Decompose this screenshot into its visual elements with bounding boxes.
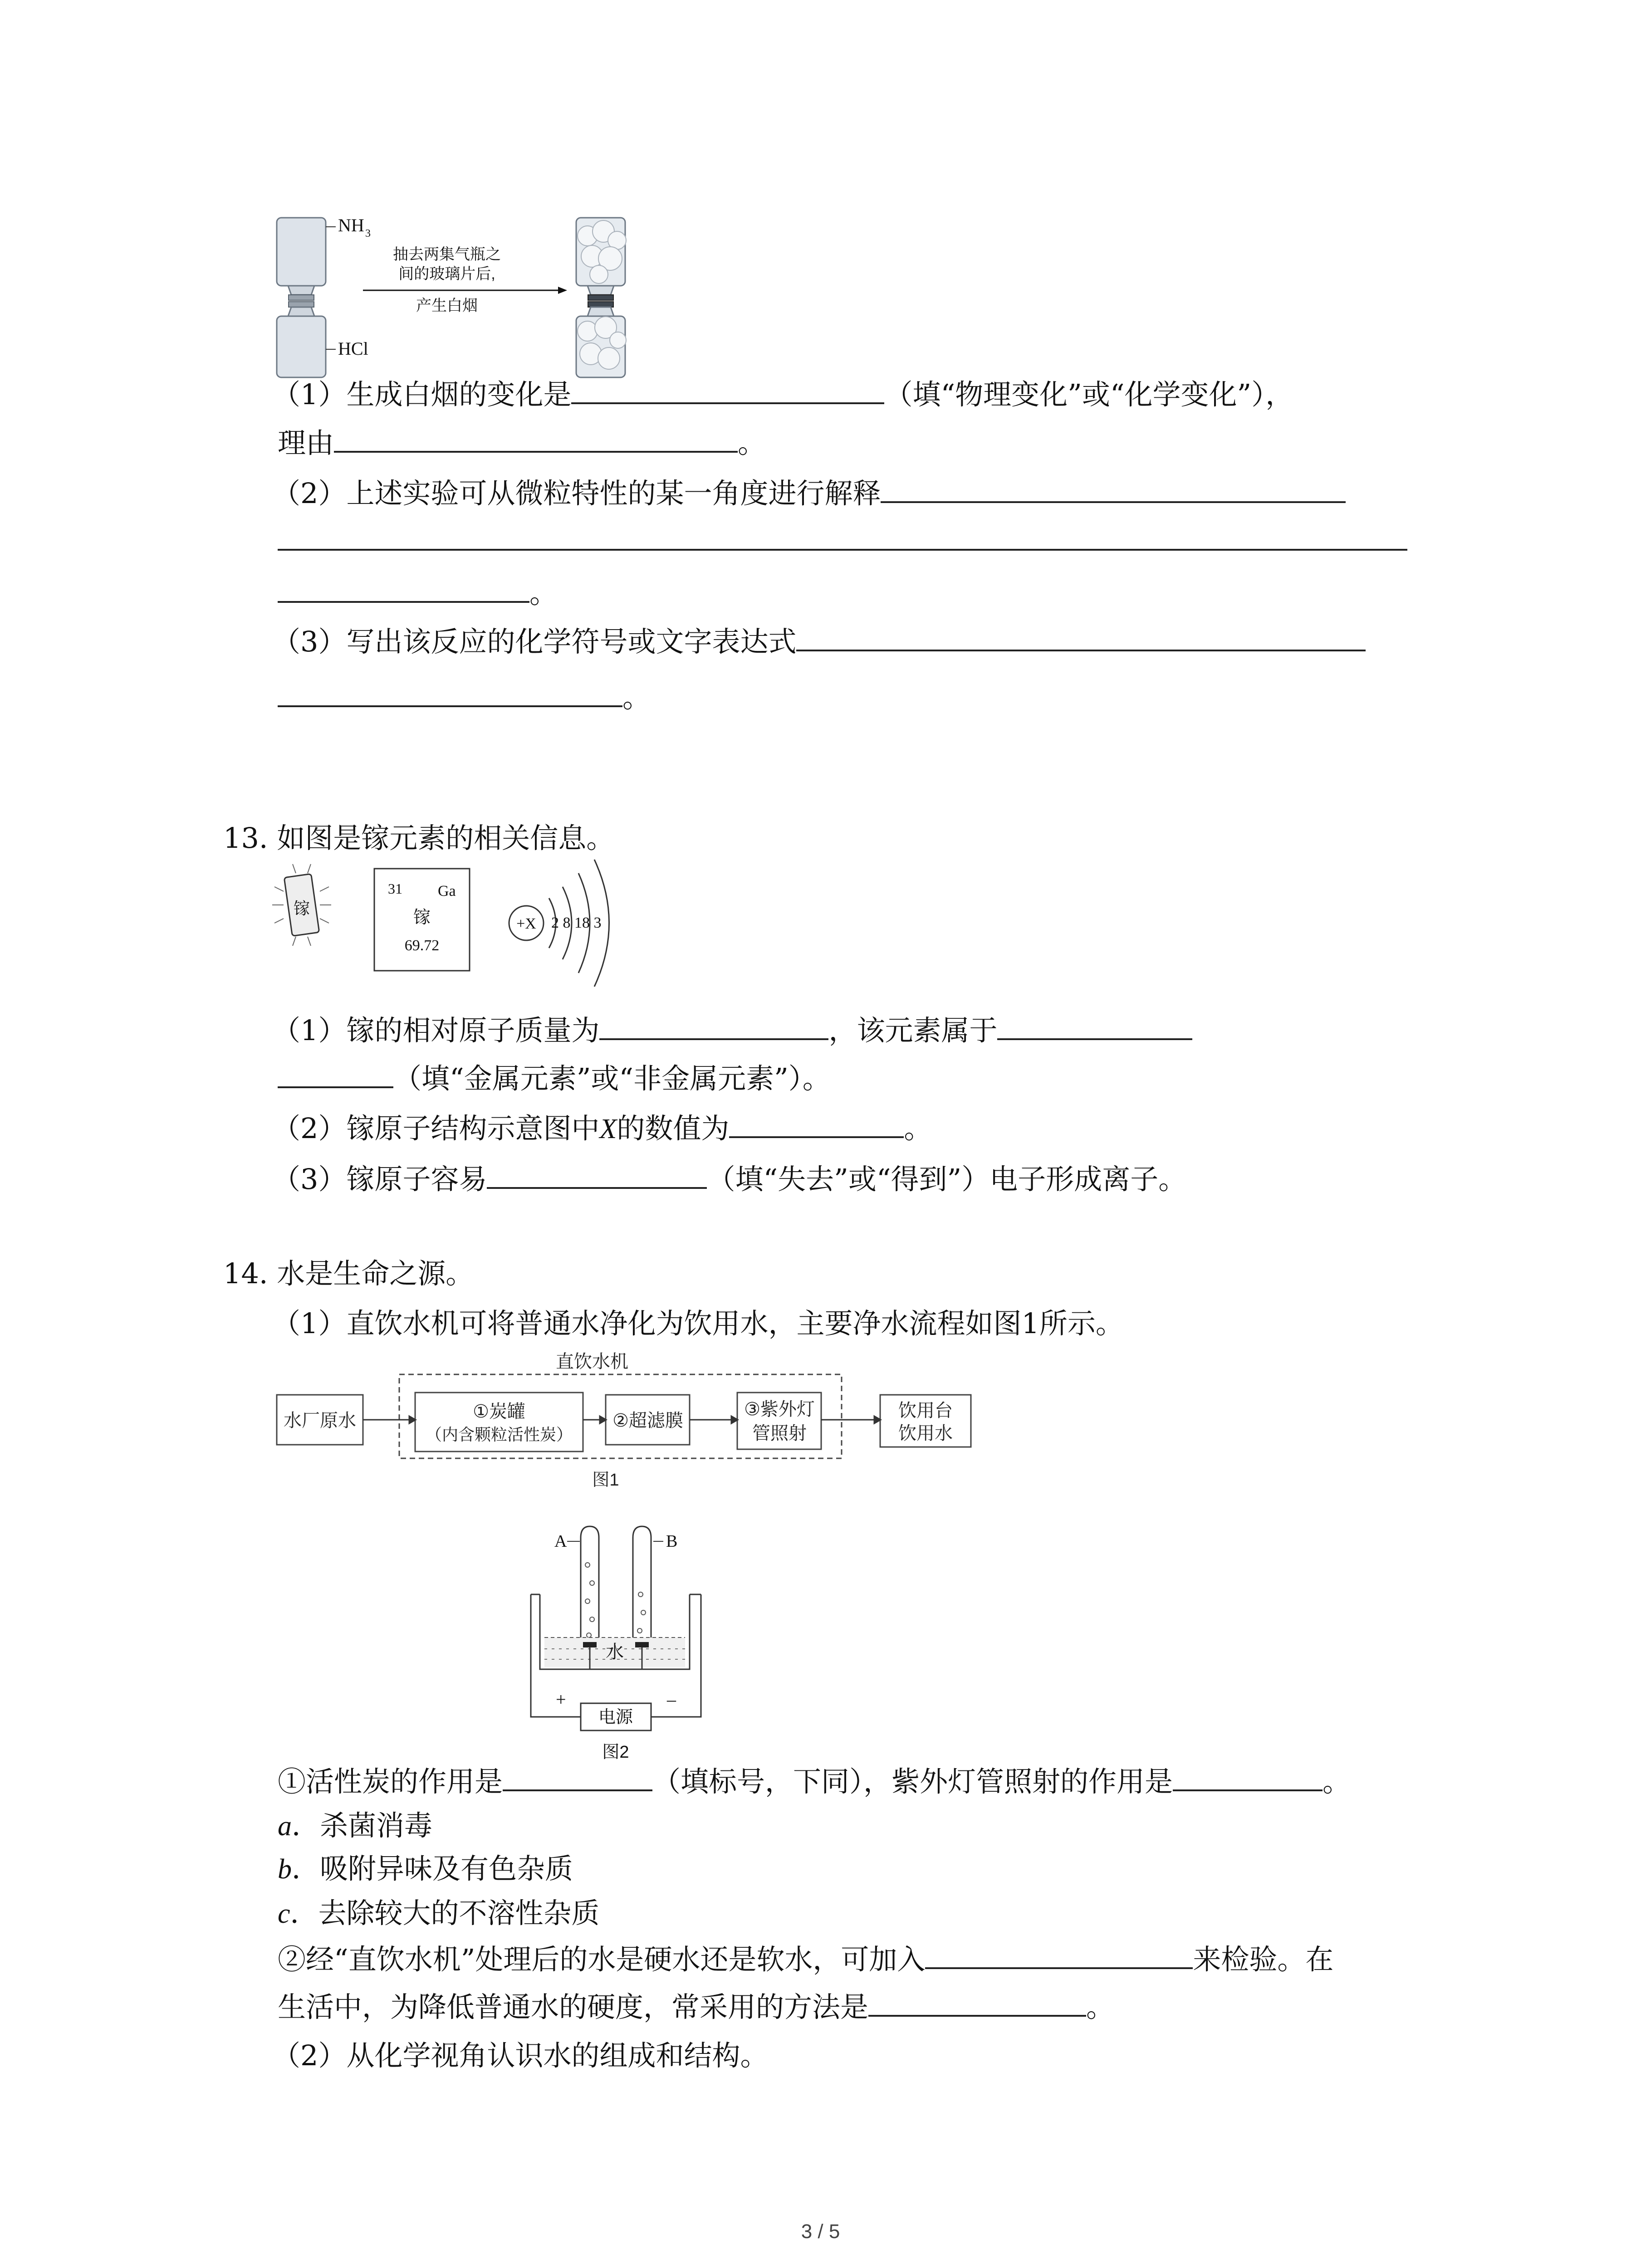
q13-part2-mid: 的数值为 <box>617 1112 730 1145</box>
option-a <box>278 1808 432 1844</box>
q12-part3-prompt: （3）写出该反应的化学符号或文字表达式 <box>272 625 797 658</box>
q14-part2: （2）从化学视角认识水的组成和结构。 <box>272 2039 769 2072</box>
q14-sub1-line <box>278 1764 1351 1800</box>
q13-stem: 13. 如图是镓元素的相关信息。 <box>223 821 615 855</box>
q12-part1-prompt: （1）生成白烟的变化是 <box>272 378 572 411</box>
water-label: 水 <box>606 1642 624 1662</box>
option-b-text: ．吸附异味及有色杂质 <box>292 1852 573 1885</box>
q12-answer-blank-7[interactable] <box>278 680 622 707</box>
q13-answer-blank-4[interactable] <box>729 1111 904 1138</box>
q14-part1: （1）直饮水机可将普通水净化为饮用水，主要净水流程如图1所示。 <box>272 1307 1124 1340</box>
q13-answer-blank-1[interactable] <box>599 1013 828 1040</box>
option-b-letter: b <box>278 1854 292 1885</box>
option-c-text: ．去除较大的不溶性杂质 <box>290 1897 600 1930</box>
q12-answer-blank-4[interactable] <box>278 549 1407 551</box>
q13-answer-blank-3[interactable] <box>278 1061 393 1088</box>
element-symbol: Ga <box>438 883 456 899</box>
q12-part1-hint: （填“物理变化”或“化学变化”）， <box>884 378 1294 411</box>
atomic-mass: 69.72 <box>404 937 440 954</box>
gallium-sample-icon <box>272 864 331 946</box>
minus-terminal: – <box>667 1689 676 1710</box>
q12-part3-end: 。 <box>622 681 651 714</box>
q14-sub2-prompt-2: 生活中，为降低普通水的硬度，常采用的方法是 <box>278 1990 869 2024</box>
label-nh3: NH <box>338 215 364 235</box>
option-a-text: ．杀菌消毒 <box>292 1809 433 1842</box>
q12-answer-blank-6[interactable] <box>796 624 1366 651</box>
q13-part1-line <box>272 1012 1192 1049</box>
gallium-figure <box>268 855 640 996</box>
q13-part3-hint: （填“失去”或“得到”）电子形成离子。 <box>707 1163 1187 1196</box>
arrow-text-line-1: 抽去两集气瓶之 <box>393 246 501 263</box>
sample-label: 镓 <box>293 899 310 918</box>
q14-sub2-line <box>278 1941 1333 1978</box>
q13-answer-blank-5[interactable] <box>487 1162 707 1189</box>
atomic-structure-diagram <box>509 860 609 987</box>
page-number: 3 / 5 <box>801 2220 840 2243</box>
arrow-text-line-2: 间的玻璃片后, <box>398 265 495 283</box>
power-label: 电源 <box>598 1708 633 1727</box>
box-uv-line1: ③紫外灯 <box>744 1399 815 1419</box>
q13-part1-hint: （填“金属元素”或“非金属元素”）。 <box>393 1062 831 1095</box>
figure2-caption: 图2 <box>602 1743 629 1762</box>
q14-sub2-prompt: ②经“直饮水机”处理后的水是硬水还是软水，可加入 <box>278 1943 926 1976</box>
nucleus-label: +X <box>516 915 536 932</box>
nh3-bottle <box>277 218 326 300</box>
box-carbon-tank-line1: ①炭罐 <box>473 1402 525 1422</box>
q12-part1-line <box>272 376 1293 413</box>
q14-answer-blank-2[interactable] <box>1173 1764 1323 1791</box>
option-c-letter: c <box>278 1898 290 1929</box>
box-uv-line2: 管照射 <box>752 1423 807 1443</box>
q14-answer-blank-1[interactable] <box>503 1764 652 1791</box>
q12-part3-cont <box>278 679 651 716</box>
label-hcl: HCl <box>338 338 368 359</box>
q12-part2-end: 。 <box>529 577 558 610</box>
q12-reason-end: 。 <box>738 426 766 459</box>
q12-part2-prompt: （2）上述实验可从微粒特性的某一角度进行解释 <box>272 477 881 510</box>
q12-answer-blank-5[interactable] <box>278 576 529 603</box>
test-tube-a <box>581 1526 599 1651</box>
q14-answer-blank-3[interactable] <box>925 1942 1193 1969</box>
machine-title: 直饮水机 <box>556 1352 628 1372</box>
q13-part2-end: 。 <box>904 1112 932 1145</box>
label-b: B <box>666 1532 678 1551</box>
electrolysis-figure <box>522 1510 712 1765</box>
q12-answer-blank-1[interactable] <box>571 377 884 404</box>
q14-sub1-mid: （填标号，下同），紫外灯管照射的作用是 <box>652 1765 1173 1798</box>
q12-part3-line <box>272 624 1366 660</box>
q13-variable-x: X <box>599 1114 617 1144</box>
test-tube-b <box>633 1526 651 1651</box>
element-name: 镓 <box>413 908 431 927</box>
q13-part3-line <box>272 1161 1186 1198</box>
q13-part2-line <box>272 1110 932 1147</box>
atomic-number: 31 <box>388 880 402 897</box>
label-nh3-subscript: 3 <box>365 228 371 240</box>
q14-sub2-cont <box>278 1989 1114 2025</box>
q13-answer-blank-2[interactable] <box>997 1013 1192 1040</box>
box-carbon-tank-line2: （内含颗粒活性炭） <box>425 1425 573 1444</box>
q14-stem: 14. 水是生命之源。 <box>223 1257 474 1290</box>
box-output-line2: 饮用水 <box>898 1423 953 1443</box>
q12-reason-line <box>278 425 766 461</box>
q13-part1-mid: ，该元素属于 <box>828 1014 998 1047</box>
figure1-caption: 图1 <box>592 1471 619 1490</box>
q13-part1-cont <box>278 1061 831 1097</box>
q12-part2-line <box>272 475 1346 512</box>
plus-terminal: + <box>556 1689 566 1710</box>
q14-sub2-end: 。 <box>1086 1990 1115 2024</box>
q12-answer-blank-3[interactable] <box>881 476 1346 503</box>
q13-part2-prompt: （2）镓原子结构示意图中 <box>272 1112 600 1145</box>
q13-part1-prompt: （1）镓的相对原子质量为 <box>272 1014 600 1047</box>
element-cell <box>374 869 470 971</box>
option-b <box>278 1851 573 1887</box>
smoke-bottles <box>576 218 626 377</box>
label-a: A <box>554 1532 567 1551</box>
q12-reason-label: 理由 <box>278 426 334 459</box>
purification-flowchart <box>272 1349 998 1499</box>
electron-shells: 2 8 18 3 <box>551 914 602 931</box>
hcl-bottle <box>277 302 326 377</box>
option-c <box>278 1895 600 1932</box>
box-output-line1: 饮用台 <box>898 1401 953 1421</box>
q12-part2-cont <box>278 575 558 611</box>
box-raw-water: 水厂原水 <box>284 1411 356 1431</box>
q14-sub1-prompt: ①活性炭的作用是 <box>278 1765 503 1798</box>
arrow-text-line-3: 产生白烟 <box>416 297 478 314</box>
q12-answer-blank-2[interactable] <box>334 425 738 453</box>
q14-sub2-mid: 来检验。在 <box>1193 1943 1334 1976</box>
q14-answer-blank-4[interactable] <box>868 1989 1086 2017</box>
box-ultrafiltration: ②超滤膜 <box>612 1411 683 1431</box>
q14-sub1-end: 。 <box>1323 1765 1351 1798</box>
smoke-experiment-figure <box>268 209 658 381</box>
option-a-letter: a <box>278 1811 292 1842</box>
q13-part3-prompt: （3）镓原子容易 <box>272 1163 487 1196</box>
